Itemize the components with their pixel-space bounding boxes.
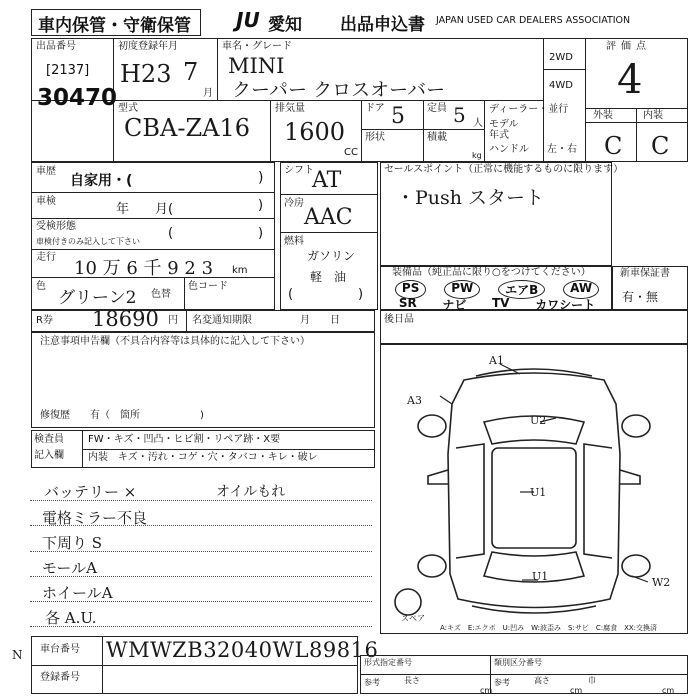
handwritten-note-3: 下周り S [42, 534, 103, 552]
form-label: 形式指定番号 [364, 658, 412, 667]
sales-point-text: ・Push スタート [396, 187, 545, 209]
equip-sr[interactable]: SR [398, 296, 417, 310]
damage-mark-rear-right: W2 [652, 576, 671, 589]
displacement-label: 排気量 [275, 103, 305, 114]
score-value: 4 [617, 57, 643, 103]
ac-label: 冷房 [284, 198, 304, 209]
mileage-label: 走行 [36, 252, 56, 263]
storage-label: 車内保管・守衛保管 [38, 16, 191, 36]
inspector-exterior-row: FW・キズ・凹凸・ヒビ割・リペア跡・X要 [88, 434, 281, 445]
color-code-label: 色コード [188, 281, 228, 292]
capacity-value: 5 [453, 103, 466, 127]
cc-unit: CC [344, 147, 358, 158]
tax-value: 月 日 [300, 315, 340, 326]
capacity-label: 定員 [427, 103, 447, 114]
equipment-label: 装備品（純正品に限り○をつけてください） [392, 267, 591, 278]
damage-mark-rear: U1 [532, 570, 549, 583]
shift-label: シフト [284, 165, 314, 176]
rear-item-label: 後日品 [384, 314, 414, 325]
drive-4wd: 4WD [549, 80, 573, 91]
equip-navi[interactable]: ナビ [442, 298, 467, 312]
history-close: ) [258, 170, 264, 186]
displacement-value: 1600 [284, 118, 346, 146]
exterior-grade: C [604, 132, 623, 160]
car-name-label: 車名・グレード [222, 41, 292, 52]
history-label: 車歴 [36, 166, 56, 177]
notes-label: 注意事項申告欄（不具合内容等は具体的に記入して下さい） [40, 336, 310, 347]
exterior-label: 外装 [593, 110, 613, 121]
new-warranty-label: 新車保証書 [620, 268, 670, 279]
history-value: 自家用・( [70, 173, 133, 189]
fuel-diesel: 軽 油 [310, 270, 347, 284]
handwritten-note-2: 電格ミラー不良 [42, 509, 148, 527]
rear-item-box [380, 310, 688, 344]
handwritten-note-5: ホイールA [42, 584, 113, 602]
equip-airbag[interactable]: エアB [498, 280, 545, 299]
category-label: 類別区分番号 [494, 658, 542, 667]
inspector-label-2: 記入欄 [34, 450, 64, 461]
model-year-label: 年式 [489, 130, 509, 141]
equip-tv[interactable]: TV [492, 296, 510, 310]
n-mark: N [12, 648, 23, 662]
length-unit: cm [480, 686, 493, 695]
shape-label: 形状 [365, 132, 385, 143]
inspector-label-1: 検査員 [34, 434, 64, 445]
warranty-label: 受検形態 [36, 221, 76, 232]
damage-mark-front: A1 [489, 354, 504, 367]
repair-close: ) [200, 410, 204, 421]
width-label: 巾 [588, 676, 596, 685]
fuel-open: ( [288, 287, 294, 302]
score-label: 評価点 [606, 41, 651, 52]
month-unit: 月 [203, 88, 213, 99]
kg-unit: kg [472, 151, 482, 160]
doc-title: 出品申込書 [340, 15, 425, 35]
warranty-sub: 車検付きのみ記入して下さい [36, 237, 140, 246]
drive-2wd: 2WD [549, 52, 573, 63]
first-reg-month: 7 [183, 58, 199, 86]
dealer-label: ディーラー・並行 [489, 104, 569, 115]
handwritten-note-1: バッテリー × [44, 483, 137, 501]
reg-label: 登録番号 [40, 672, 80, 683]
warranty-close: ) [258, 226, 264, 241]
inspection-close: ) [258, 198, 264, 213]
inspection-label: 車検 [36, 196, 56, 207]
car-name: MINI [228, 54, 285, 78]
recycle-label: R券 [36, 315, 53, 326]
length-label: 長さ [404, 676, 420, 685]
fuel-gasoline: ガソリン [307, 249, 356, 263]
load-label: 積載 [427, 132, 447, 143]
color-value: グリーン2 [58, 288, 137, 308]
mileage-value: 10 万 6 千 9 2 3 [74, 258, 214, 279]
spare-label: スペア [401, 614, 425, 623]
sales-point-block [380, 162, 612, 266]
warranty-open: ( [168, 226, 174, 241]
damage-mark-hood: U2 [530, 414, 547, 427]
reference-label-1: 参考 [364, 678, 380, 687]
repair-label: 修復歴 有（ 箇所 [40, 410, 140, 421]
interior-label: 内装 [643, 110, 663, 121]
width-unit: cm [662, 686, 675, 695]
equip-aw[interactable]: AW [563, 280, 599, 299]
lot-sub: [2137] [46, 63, 90, 78]
lot-number: 30470 [37, 85, 118, 111]
sales-point-label: セールスポイント（正常に機能するものに限ります） [384, 164, 624, 175]
association-name: JAPAN USED CAR DEALERS ASSOCIATION [436, 15, 631, 26]
yen-unit: 円 [168, 315, 178, 326]
ac-value: AAC [304, 205, 353, 230]
first-reg-label: 初度登録年月 [118, 41, 178, 52]
model-label: モデル [489, 119, 519, 130]
damage-mark-roof: U1 [530, 486, 547, 499]
doors-label: ドア [365, 103, 385, 114]
interior-grade: C [651, 132, 670, 160]
doors-value: 5 [391, 104, 405, 129]
inspector-interior-row: 内装 キズ・汚れ・コゲ・穴・タバコ・キレ・破レ [88, 452, 318, 463]
type-label: 型式 [118, 103, 138, 114]
equip-ps[interactable]: PS [395, 280, 426, 299]
tax-label: 名変通知期限 [192, 315, 252, 326]
handwritten-note-4: モールA [42, 559, 97, 577]
damage-legend: A:キズ E:エクボ U:凹み W:波歪み S:サビ C:腐食 XX:交換済 [440, 624, 658, 632]
reference-label-2: 参考 [494, 678, 510, 687]
lot-label: 出品番号 [36, 41, 76, 52]
new-warranty-value: 有・無 [622, 290, 659, 304]
person-unit: 人 [473, 118, 483, 129]
handwritten-note-6: 各 A.U. [45, 609, 97, 627]
car-grade: クーパー クロスオーバー [232, 79, 446, 101]
chassis-label: 車台番号 [40, 644, 80, 655]
damage-mark-front-left: A3 [407, 394, 422, 407]
inspection-value: 年 月( [116, 202, 174, 217]
ju-logo: JU [236, 8, 260, 32]
color-label: 色 [36, 281, 46, 292]
height-label: 高さ [534, 676, 550, 685]
fuel-close: ) [358, 287, 364, 302]
height-unit: cm [570, 686, 583, 695]
shift-value: AT [312, 168, 342, 193]
chassis-value: WMWZB32040WL89816 [106, 638, 379, 662]
model-code: CBA-ZA16 [124, 114, 250, 142]
first-reg-year: H23 [120, 60, 172, 88]
km-unit: km [232, 265, 248, 276]
oil-leak-note: オイルもれ [216, 484, 286, 500]
equip-leather-seat[interactable]: カワシート [535, 298, 596, 312]
org-name: 愛知 [268, 15, 302, 35]
recycle-value: 18690 [92, 307, 159, 331]
handle-value: 左・右 [547, 144, 577, 155]
fuel-label: 燃料 [284, 236, 304, 247]
handle-label: ハンドル [489, 144, 529, 155]
color-change-label: 色替 [151, 289, 171, 300]
equip-pw[interactable]: PW [444, 280, 480, 299]
